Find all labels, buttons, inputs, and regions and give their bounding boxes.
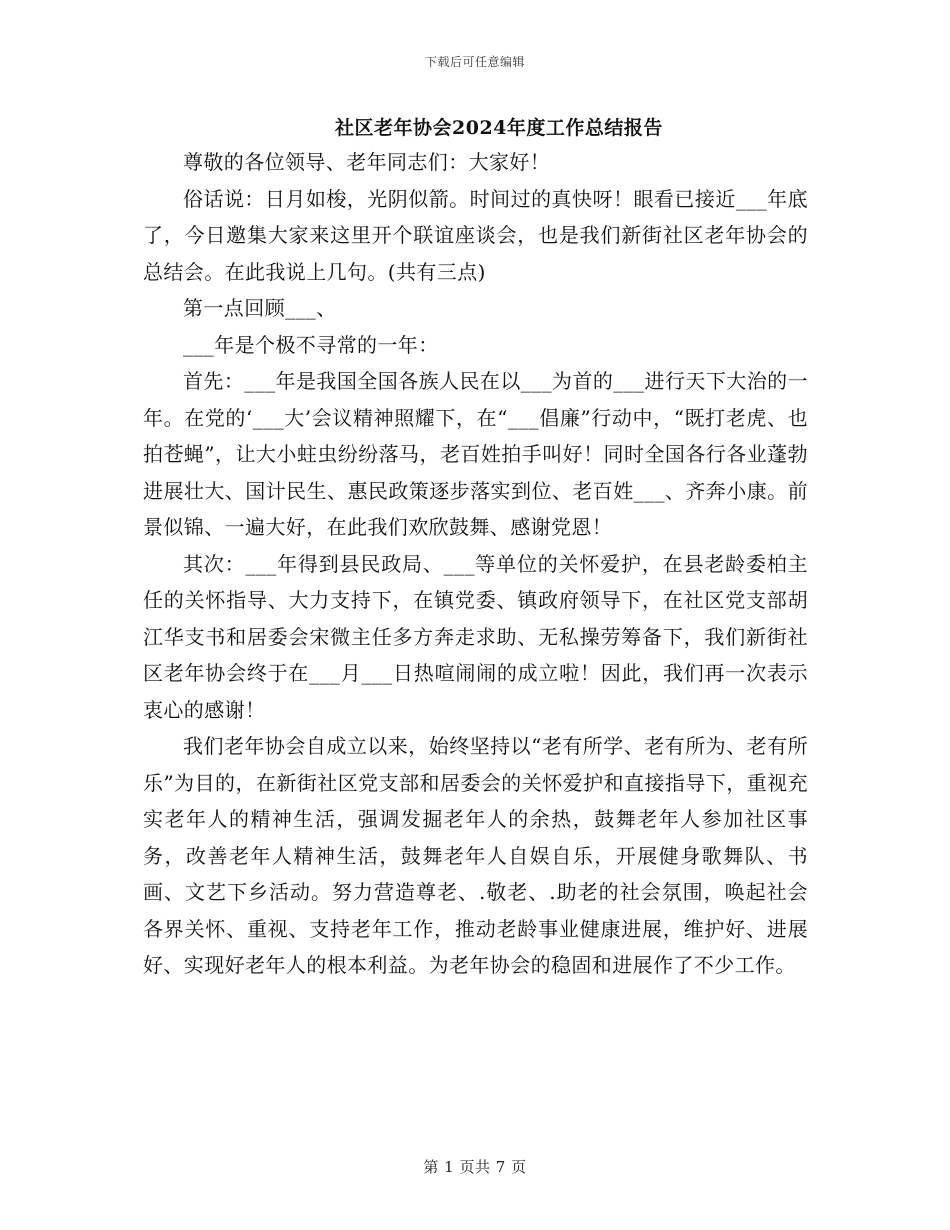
paragraph-intro: 俗话说：日月如梭，光阴似箭。时间过的真快呀！眼看已接近___年底了，今日邀集大家来这里开个联谊座谈会，也是我们新街社区老年协会的总结会。在此我说上几句。(共有三点): [143, 186, 808, 284]
document-title: 社区老年协会2024年度工作总结报告: [335, 117, 663, 139]
paragraph-first: 首先：___年是我国全国各族人民在以___为首的___进行天下大治的一年。在党的‘___大’会议精神照耀下，在“___倡廉”行动中，“既打老虎、也拍苍蝇”，让大小蛀虫纷纷落马，老百姓拍手叫好！同时全国各行各业蓬勃进展壮大、国计民生、惠民政策逐步落实到位、老百姓___、齐奔小康。前景似锦、一遍大好，在此我们欢欣鼓舞、感谢党恩！: [143, 369, 808, 539]
paragraph-year-summary: ___年是个极不寻常的一年：: [183, 332, 439, 357]
page-number: 第 1 页共 7 页: [423, 1158, 527, 1176]
paragraph-second: 其次：___年得到县民政局、___等单位的关怀爱护，在县老龄委柏主任的关怀指导、大力支持下，在镇党委、镇政府领导下，在社区党支部胡江华支书和居委会宋微主任多方奔走求助、无私操劳筹备下，我们新街社区老年协会终于在___月___日热喧闹闹的成立啦！因此，我们再一次表示衷心的感谢！: [143, 551, 808, 722]
paragraph-point-one: 第一点回顾___、: [183, 296, 337, 320]
header-note: 下载后可任意编辑: [424, 55, 525, 69]
paragraph-association-work: 我们老年协会自成立以来，始终坚持以“老有所学、老有所为、老有所乐”为目的，在新街社区党支部和居委会的关怀爱护和直接指导下，重视充实老年人的精神生活，强调发掘老年人的余热，鼓舞老年人参加社区事务，改善老年人精神生活，鼓舞老年人自娱自乐，开展健身歌舞队、书画、文艺下乡活动。努力营造尊老、.敬老、.助老的社会氛围，唤起社会各界关怀、重视、支持老年工作，推动老龄事业健康进展，维护好、进展好、实现好老年人的根本利益。为老年协会的稳固和进展作了不少工作。: [143, 734, 808, 977]
document-body: [143, 144, 808, 984]
paragraph-greeting: 尊敬的各位领导、老年同志们：大家好！: [183, 150, 551, 174]
